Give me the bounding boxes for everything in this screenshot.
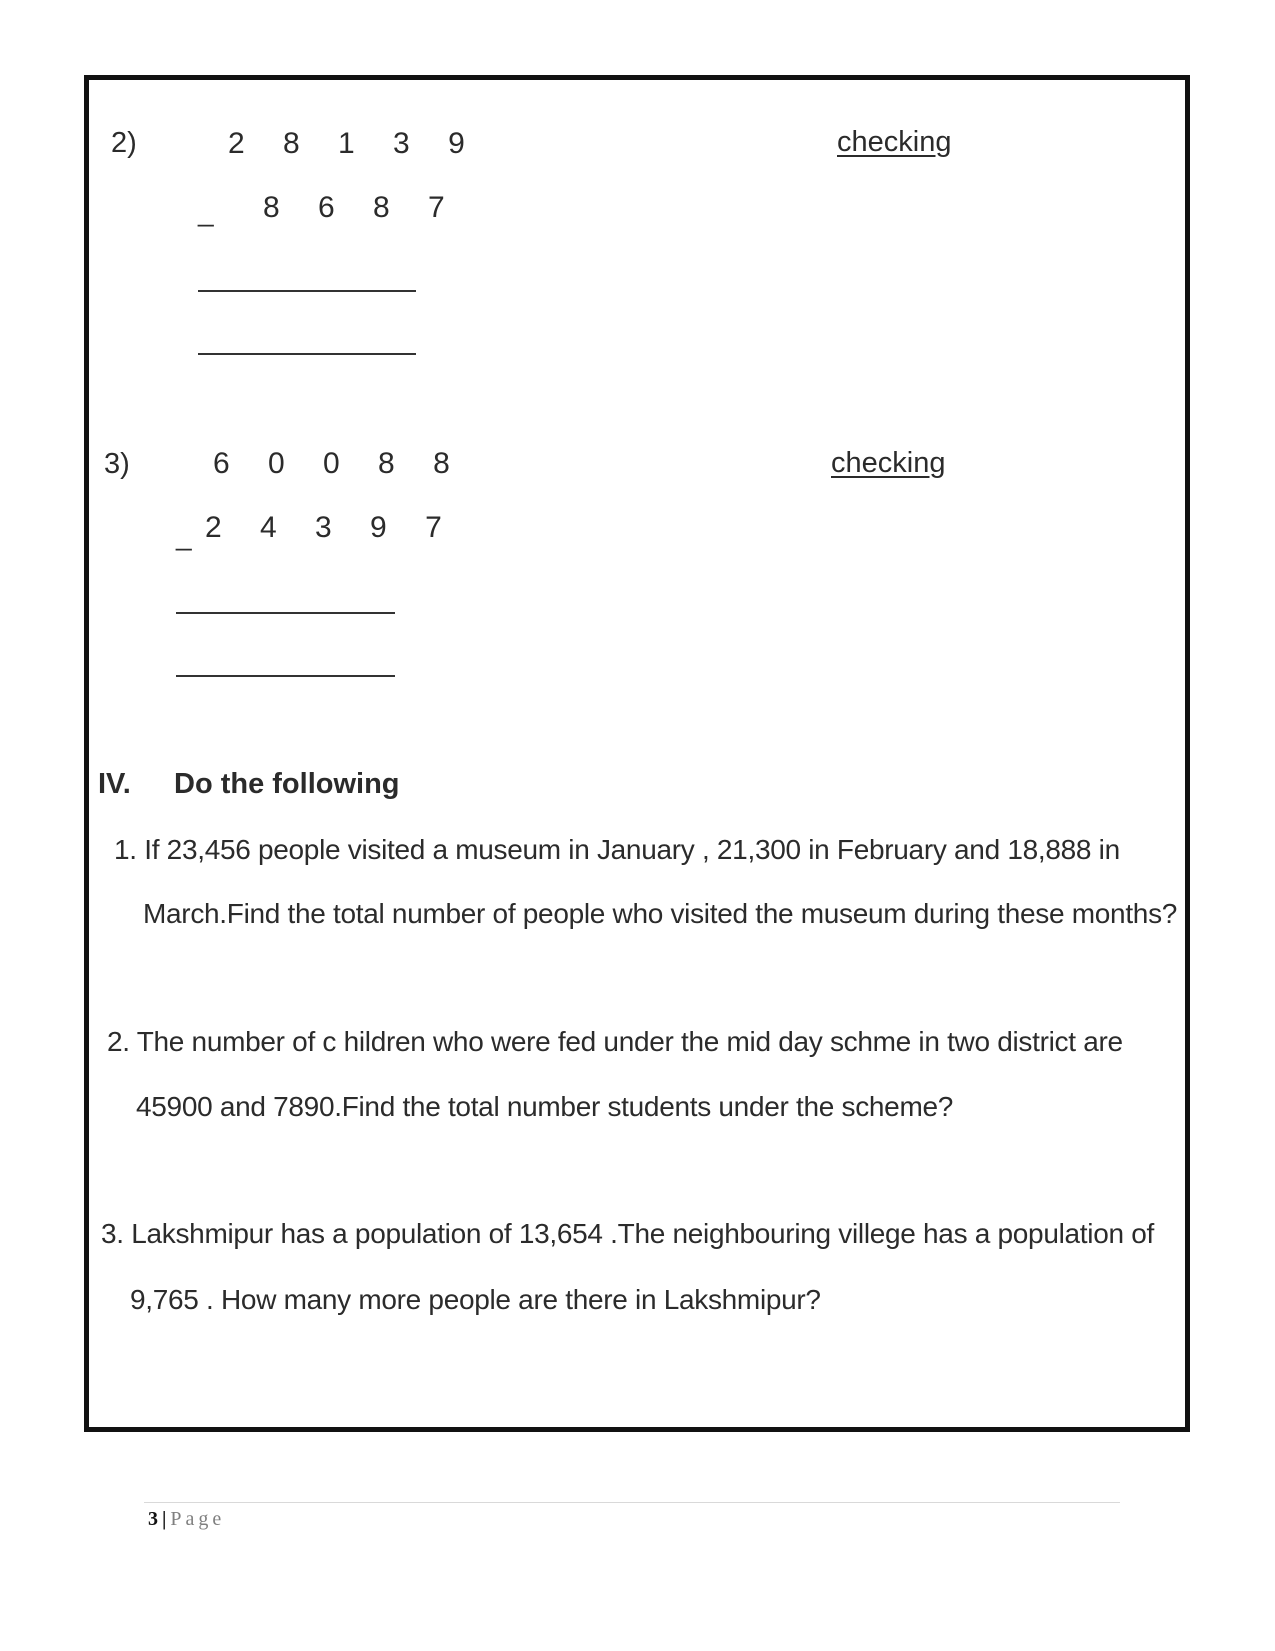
page-word: Page (170, 1508, 226, 1530)
problem-2-answer-line (198, 290, 416, 292)
question-1-line-2: March.Find the total number of people who visited the museum during these months? (143, 898, 1178, 929)
problem-2-number: 2) (111, 127, 137, 159)
page-number: 3 (148, 1508, 158, 1530)
question-2-line-2: 45900 and 7890.Find the total number students under the scheme? (136, 1091, 954, 1122)
question-2-line-1: 2. The number of c hildren who were fed under the mid day schme in two district are (107, 1026, 1123, 1057)
problem-2-minuend: 2 8 1 3 9 (228, 127, 480, 160)
problem-3-minus-sign: _ (176, 520, 192, 551)
problem-2-checking-label: checking (837, 126, 952, 158)
problem-3-answer-line (176, 612, 395, 614)
section-title: Do the following (174, 768, 400, 800)
problem-3-minuend: 6 0 0 8 8 (213, 447, 465, 480)
page-footer (148, 1508, 225, 1531)
question-3-line-1: 3. Lakshmipur has a population of 13,654 .The neighbouring villege has a population of (101, 1218, 1154, 1249)
page-separator: | (162, 1508, 167, 1530)
footer-divider (144, 1502, 1120, 1503)
question-1-line-1: 1. If 23,456 people visited a museum in January , 21,300 in February and 18,888 in (114, 834, 1120, 865)
problem-2-subtrahend: 8 6 8 7 (263, 191, 460, 224)
problem-3-subtrahend: 2 4 3 9 7 (205, 511, 457, 544)
section-number: IV. (98, 768, 131, 800)
problem-3-checking-label: checking (831, 447, 946, 479)
problem-2-minus-sign: _ (198, 196, 214, 227)
problem-3-number: 3) (104, 448, 130, 480)
problem-3-check-line (176, 675, 395, 677)
problem-2-check-line (198, 353, 416, 355)
question-3-line-2: 9,765 . How many more people are there in Lakshmipur? (130, 1284, 821, 1315)
